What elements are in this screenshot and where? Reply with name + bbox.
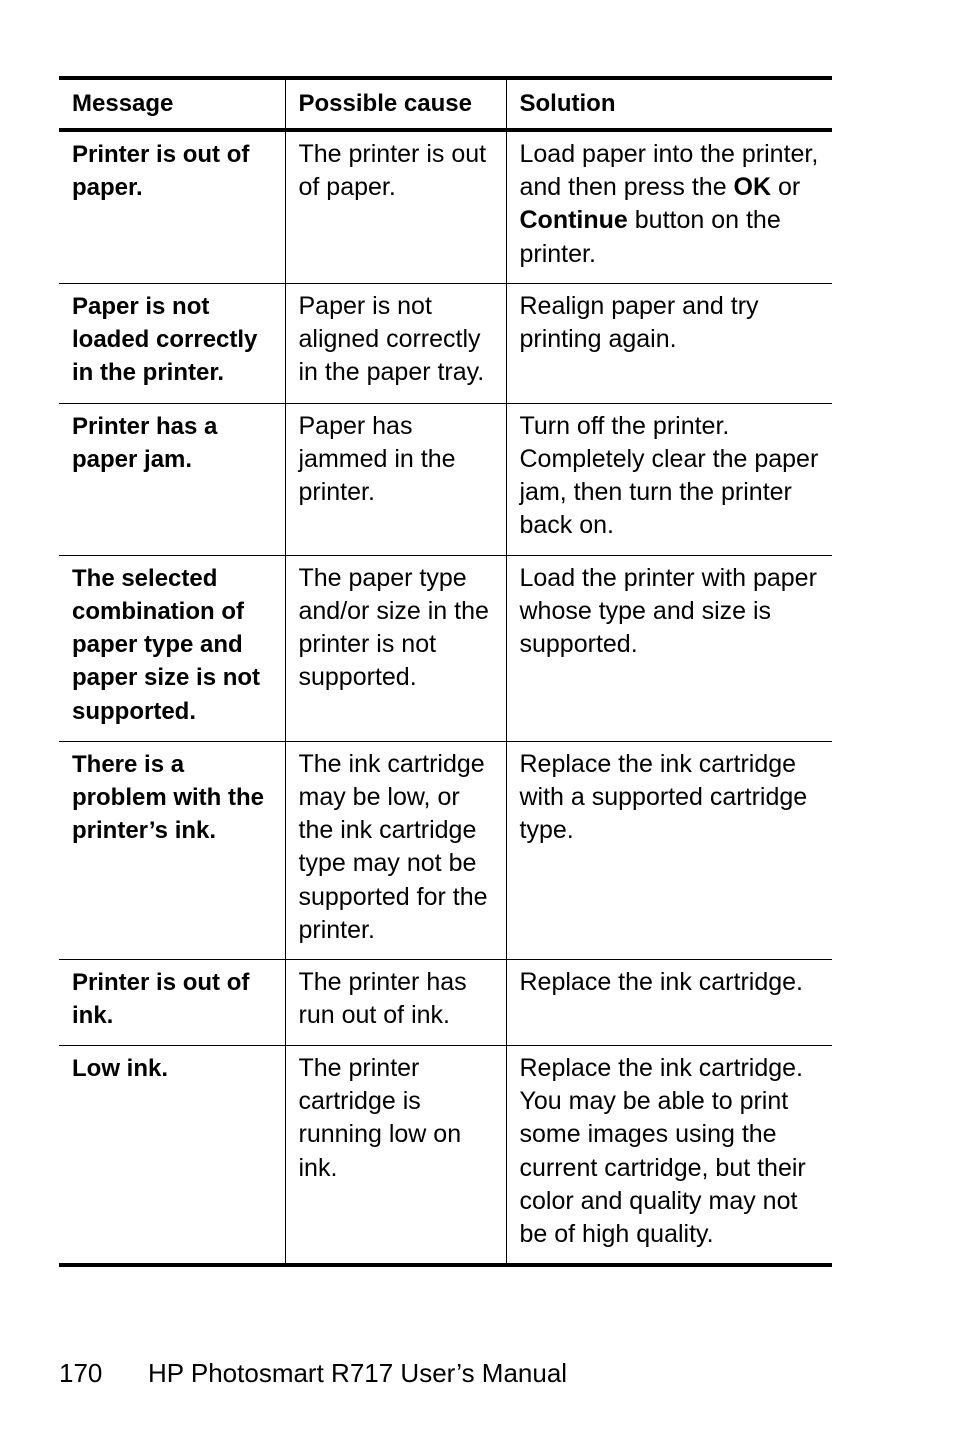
page-number: 170 xyxy=(59,1358,103,1388)
solution-cell: Load the printer with paper whose type and size is supported. xyxy=(506,555,832,741)
message-cell: There is a problem with the printer’s ink. xyxy=(72,750,264,845)
manual-title: HP Photosmart R717 User’s Manual xyxy=(148,1358,568,1388)
table-row xyxy=(59,283,832,403)
cause-cell: The printer cartridge is running low on ink. xyxy=(285,1046,506,1266)
solution-text: or xyxy=(771,173,801,202)
message-cell: Paper is not loaded correctly in the printer. xyxy=(72,292,258,387)
header-solution: Solution xyxy=(506,78,832,130)
table-row xyxy=(59,960,832,1046)
cause-cell: The paper type and/or size in the printer is not supported. xyxy=(285,555,506,741)
solution-text: button on the printer. xyxy=(519,206,781,268)
solution-cell: Turn off the printer. Completely clear the paper jam, then turn the printer back on. xyxy=(506,403,832,555)
table-row xyxy=(59,130,832,283)
cause-cell: The printer has run out of ink. xyxy=(285,960,506,1046)
message-cell: Low ink. xyxy=(72,1055,168,1083)
cause-cell: The printer is out of paper. xyxy=(285,130,506,283)
solution-cell: Replace the ink cartridge with a supported cartridge type. xyxy=(506,741,832,959)
solution-cell: Realign paper and try printing again. xyxy=(506,283,832,403)
table-row xyxy=(59,741,832,959)
solution-cell: Replace the ink cartridge. xyxy=(506,960,832,1046)
message-cell: Printer is out of ink. xyxy=(72,969,250,1030)
cause-cell: Paper has jammed in the printer. xyxy=(285,403,506,555)
solution-cell xyxy=(506,130,832,283)
error-message-table xyxy=(59,76,832,1267)
table-row xyxy=(59,1046,832,1266)
message-cell: Printer has a paper jam. xyxy=(72,412,218,474)
ok-button-name: OK xyxy=(733,173,772,202)
cause-cell: The ink cartridge may be low, or the ink cartridge type may not be supported for the printer. xyxy=(285,741,506,959)
table-row xyxy=(59,555,832,741)
error-message-table-container xyxy=(59,76,832,1267)
solution-text: Load paper into the printer, and then press the xyxy=(519,140,819,202)
table-header-row xyxy=(59,78,832,130)
solution-cell: Replace the ink cartridge. You may be able to print some images using the current cartridge, but their color and quality may not be of high quality. xyxy=(506,1046,832,1266)
header-possible-cause: Possible cause xyxy=(285,78,506,130)
continue-button-name: Continue xyxy=(519,206,628,235)
table-row xyxy=(59,403,832,555)
page-footer xyxy=(59,1356,567,1390)
header-message: Message xyxy=(72,89,174,117)
cause-cell: Paper is not aligned correctly in the paper tray. xyxy=(285,283,506,403)
message-cell: Printer is out of paper. xyxy=(72,141,250,202)
message-cell: The selected combination of paper type and paper size is not supported. xyxy=(72,564,261,725)
